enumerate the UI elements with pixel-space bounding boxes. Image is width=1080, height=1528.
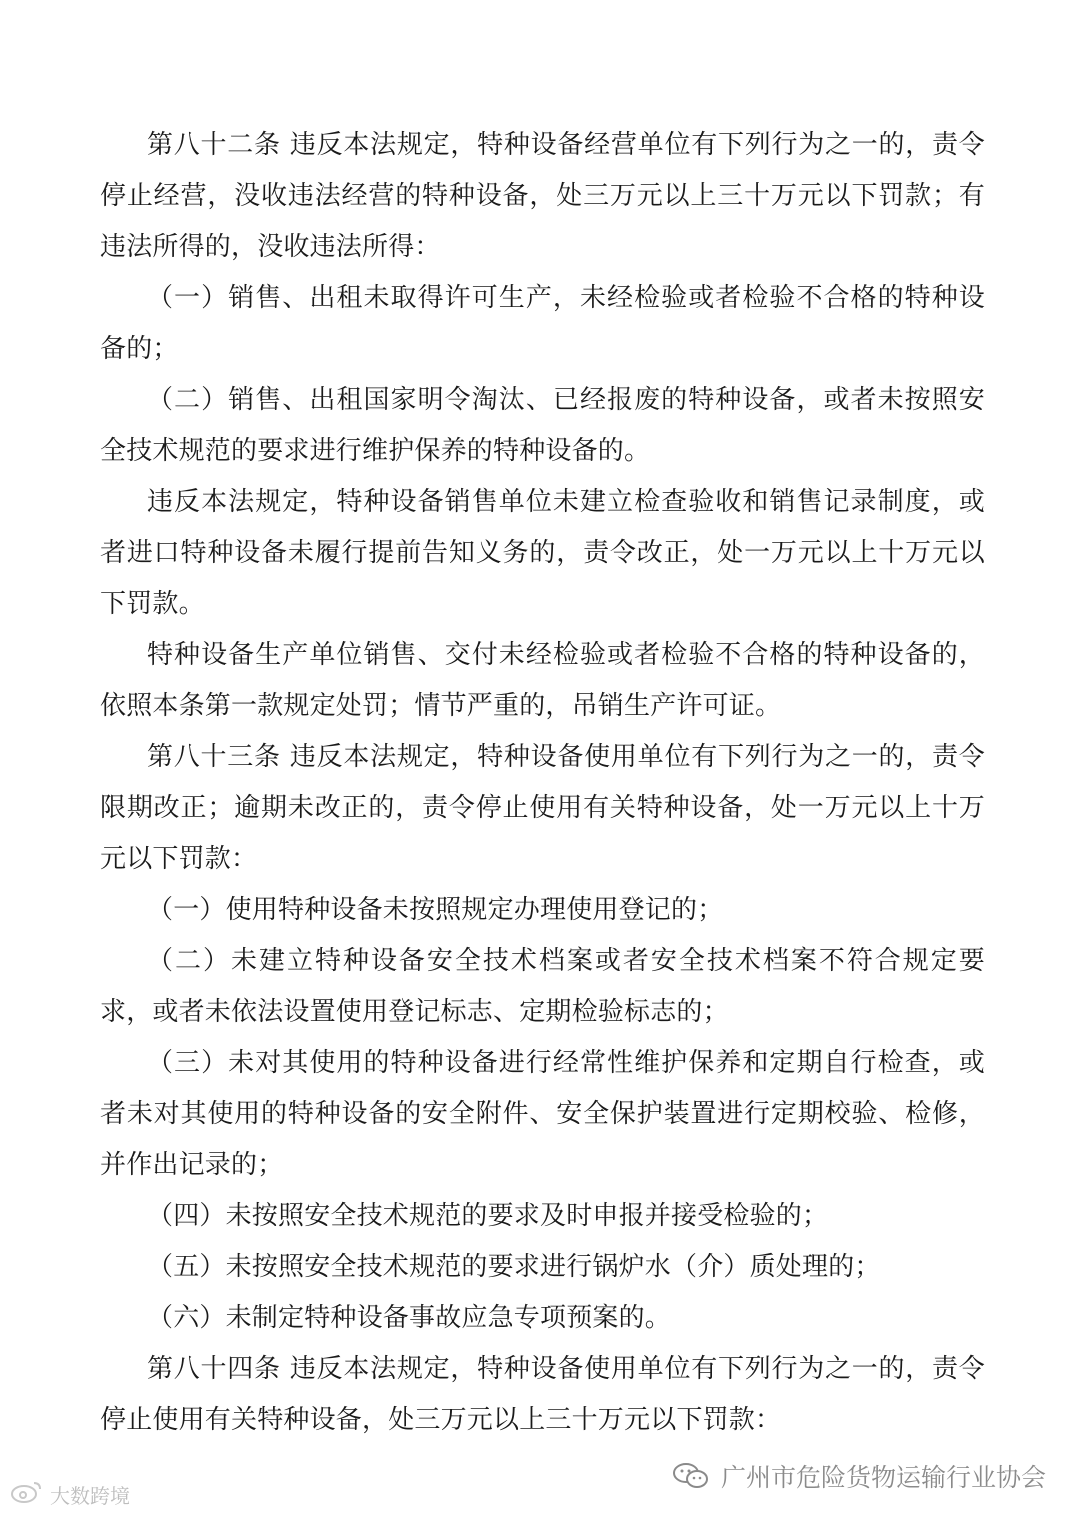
paragraph-article-83: 第八十三条 违反本法规定，特种设备使用单位有下列行为之一的，责令限期改正；逾期未改正的，责令停止使用有关特种设备，处一万元以上十万元以下罚款： — [100, 742, 985, 874]
paragraph-item: （六）未制定特种设备事故应急专项预案的。 — [147, 1303, 672, 1333]
watermark-right — [671, 1458, 1046, 1494]
paragraph-item: （二）未建立特种设备安全技术档案或者安全技术档案不符合规定要求，或者未依法设置使用登记标志、定期检验标志的； — [100, 946, 985, 1027]
weibo-logo-icon — [10, 1479, 44, 1510]
paragraph-item: （一）销售、出租未取得许可生产，未经检验或者检验不合格的特种设备的； — [100, 283, 985, 364]
watermark-right-text: 广州市危险货物运输行业协会 — [720, 1463, 1046, 1492]
paragraph: 特种设备生产单位销售、交付未经检验或者检验不合格的特种设备的，依照本条第一款规定处罚；情节严重的，吊销生产许可证。 — [100, 640, 985, 721]
paragraph-item: （五）未按照安全技术规范的要求进行锅炉水（介）质处理的； — [147, 1252, 881, 1282]
document-body — [100, 120, 985, 1446]
paragraph-article-82: 第八十二条 违反本法规定，特种设备经营单位有下列行为之一的，责令停止经营，没收违法经营的特种设备，处三万元以上三十万元以下罚款；有违法所得的，没收违法所得： — [100, 130, 985, 262]
paragraph-item: （三）未对其使用的特种设备进行经常性维护保养和定期自行检查，或者未对其使用的特种设备的安全附件、安全保护装置进行定期校验、检修，并作出记录的； — [100, 1048, 985, 1180]
paragraph-item: （一）使用特种设备未按照规定办理使用登记的； — [147, 895, 724, 925]
paragraph-item: （四）未按照安全技术规范的要求及时申报并接受检验的； — [147, 1201, 829, 1231]
watermark-left-text: 大数跨境 — [50, 1484, 130, 1508]
paragraph-article-84: 第八十四条 违反本法规定，特种设备使用单位有下列行为之一的，责令停止使用有关特种设备，处三万元以上三十万元以下罚款： — [100, 1354, 985, 1435]
wechat-icon — [671, 1461, 711, 1491]
paragraph-item: （二）销售、出租国家明令淘汰、已经报废的特种设备，或者未按照安全技术规范的要求进行维护保养的特种设备的。 — [100, 385, 985, 466]
watermark-left — [10, 1479, 130, 1510]
paragraph: 违反本法规定，特种设备销售单位未建立检查验收和销售记录制度，或者进口特种设备未履行提前告知义务的，责令改正，处一万元以上十万元以下罚款。 — [100, 487, 985, 619]
